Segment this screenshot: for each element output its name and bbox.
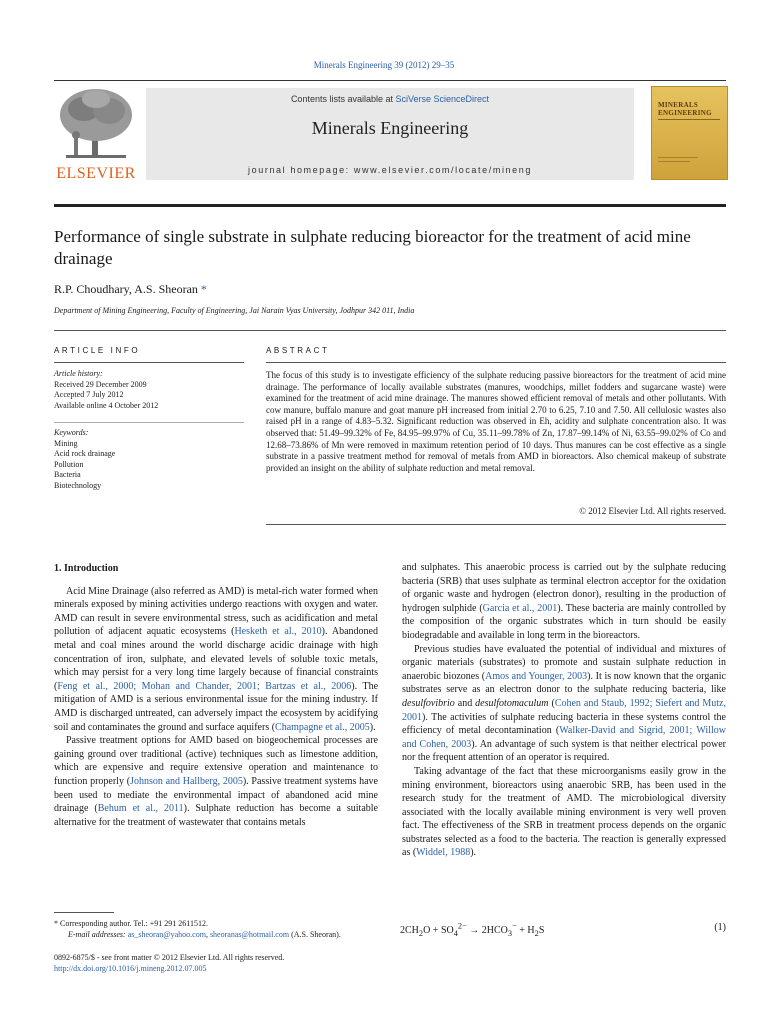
corresponding-author-note: * Corresponding author. Tel.: +91 291 2611512. bbox=[54, 919, 208, 928]
equation-body: $2CH_2O + SO_4^{2-} \to 2HCO_3^- + H_2S$ bbox=[400, 922, 545, 939]
paragraph-text: ). Abandoned metal and coal mines around the world discharge acidic drainage with high concentration of iron, sulphate, and elevated levels of soluble toxic metals, which may persist for a very long time largely because of financial constraints ( bbox=[54, 626, 378, 692]
top-rule bbox=[54, 80, 726, 81]
homepage-prefix: journal homepage: bbox=[248, 165, 350, 175]
reference-link[interactable]: Feng et al., 2000; Mohan and Chander, 2001; Bartzas et al., 2006 bbox=[57, 680, 352, 692]
journal-citation-link[interactable]: Minerals Engineering 39 (2012) 29–35 bbox=[313, 60, 455, 70]
paragraph-text: desulfovibrio bbox=[402, 697, 455, 709]
history-received: Received 29 December 2009 bbox=[54, 379, 147, 389]
email-line: E-mail addresses: as_sheoran@yahoo.com, sheoranas@hotmail.com (A.S. Sheoran). bbox=[68, 930, 341, 939]
section-heading: 1. Introduction bbox=[54, 563, 119, 574]
author-names: R.P. Choudhary, A.S. Sheoran bbox=[54, 282, 198, 296]
reference-link[interactable]: Amos and Younger, 2003 bbox=[485, 670, 588, 682]
paragraph-text: and bbox=[454, 697, 476, 709]
footnote-rule bbox=[54, 912, 114, 913]
body-paragraph bbox=[402, 765, 726, 860]
paragraph-text: ). Sulphate reduction has become a suitable alternative for the treatment of wastewater that contains metals bbox=[54, 803, 378, 828]
keyword: Pollution bbox=[54, 459, 84, 469]
doi-link[interactable]: http://dx.doi.org/10.1016/j.mineng.2012.07.005 bbox=[54, 964, 207, 973]
email-link-1[interactable]: as_sheoran@yahoo.com bbox=[127, 930, 206, 939]
history-accepted: Accepted 7 July 2012 bbox=[54, 390, 124, 399]
left-column bbox=[54, 562, 378, 829]
corresponding-author-marker[interactable]: * bbox=[200, 282, 207, 296]
history-label: Article history: bbox=[54, 369, 103, 378]
footnote bbox=[54, 918, 384, 940]
paragraph-text: Previous studies have evaluated the potential of individual and mixtures of organic materials (substrates) to promote and sustain sulphate reduction in anaerobic biozones ( bbox=[402, 643, 726, 682]
history-online: Available online 4 October 2012 bbox=[54, 400, 159, 410]
paragraph-text: ). The activities of sulphate reducing bacteria in these systems control the efficiency of metal decontamination ( bbox=[402, 711, 726, 737]
reference-link[interactable]: Champagne et al., 2005 bbox=[275, 721, 370, 733]
article-title: Performance of single substrate in sulphate reducing bioreactor for the treatment of acid mine drainage bbox=[54, 227, 691, 268]
header-rule bbox=[54, 204, 726, 207]
keyword: Biotechnology bbox=[54, 480, 102, 490]
paragraph-text: ). The mitigation of AMD is a serious environmental issue for the mining industry. If AMD is discharged untreated, can adversely impact the ecosystem by acidifying soil and contaminates the ground and surface aquifers ( bbox=[54, 680, 379, 733]
paragraph-text: ). These bacteria are mainly controlled by the composition of the organic substrates which in turn should be easily biodegradable and available in long term in the bioreactors. bbox=[402, 602, 726, 641]
authors bbox=[54, 282, 207, 297]
right-paragraphs bbox=[402, 561, 726, 860]
abstract-rule bbox=[266, 362, 726, 363]
paragraph-text: ). Passive treatment systems have been used to mediate the environmental impact of abandoned acid mine drainage ( bbox=[54, 775, 378, 815]
affiliation: Department of Mining Engineering, Faculty of Engineering, Jai Narain Vyas University, Jodhpur 342 011, India bbox=[54, 306, 415, 315]
paragraph-text: Taking advantage of the fact that these microorganisms easily grow in the mining environment, bioreactors using anaerobic SRB, has been used in the research study for the treatment of AMD. The microbiological diversity associated with the locally available mining environment is very well proven fact. The effectiveness of the SRB in treatment process depends on the organic substrates selected as a food to the bacteria. The reaction is generally expressed as ( bbox=[402, 765, 726, 859]
journal-homepage bbox=[146, 165, 634, 175]
keywords-rule bbox=[54, 422, 244, 423]
paragraph-text: ). An advantage of such system is that neither electrical power nor the frequent attention of an operator is required. bbox=[402, 738, 727, 764]
article-history bbox=[54, 369, 244, 411]
email-label: E-mail addresses: bbox=[68, 930, 126, 939]
paragraph-text: Passive treatment options for AMD based on biogeochemical processes are gaining ground over traditional (active) techniques such as limestone addition, which are expensive and require extensive operation and maintenance to function properly ( bbox=[54, 735, 378, 787]
keywords bbox=[54, 428, 244, 491]
paragraph-text: ). bbox=[369, 721, 376, 733]
contents-prefix: Contents lists available at bbox=[290, 94, 393, 104]
cover-title-line2: ENGINEERING bbox=[658, 109, 712, 117]
keyword: Acid rock drainage bbox=[54, 449, 116, 458]
info-rule bbox=[54, 362, 244, 363]
article-info-label: ARTICLE INFO bbox=[54, 346, 141, 355]
publication-footer bbox=[54, 952, 384, 974]
affiliation-rule bbox=[54, 330, 726, 331]
journal-banner bbox=[146, 88, 634, 180]
journal-title: Minerals Engineering bbox=[311, 118, 469, 138]
abstract-label: ABSTRACT bbox=[266, 346, 330, 355]
publisher-logo-text: ELSEVIER bbox=[56, 165, 136, 182]
equation-number: (1) bbox=[714, 922, 726, 933]
left-paragraphs bbox=[54, 585, 378, 830]
reference-link[interactable]: Johnson and Hallberg, 2005 bbox=[130, 775, 243, 787]
reference-link[interactable]: Walker-David and Sigrid, 2001; Willow and Cohen, 2003 bbox=[402, 725, 726, 750]
email-link-2[interactable]: sheoranas@hotmail.com bbox=[209, 930, 290, 939]
reference-link[interactable]: Cohen and Staub, 1992; Siefert and Mutz, 2001 bbox=[402, 697, 726, 723]
reference-link[interactable]: Widdel, 1988 bbox=[416, 847, 471, 859]
reaction-equation bbox=[400, 922, 726, 938]
paragraph-text: ( bbox=[548, 697, 555, 709]
body-paragraph bbox=[402, 643, 726, 765]
cover-title-line1: MINERALS bbox=[658, 101, 699, 109]
paragraph-text: Acid Mine Drainage (also referred as AMD) is metal-rich water formed when minerals exposed by mining activities undergo reactions with oxygen and water. AMD can result in severe environmental stress, such as acidification and metal pollution of adjacent aquatic ecosystems ( bbox=[54, 585, 378, 638]
body-paragraph bbox=[54, 585, 378, 735]
paragraph-text: and sulphates. This anaerobic process is carried out by the sulphate reducing bacteria (SRB) that uses sulphate as terminal electron acceptor for the oxidation of organic waste and hydrogen (electron donor), resulting in the production of hydrogen sulphide ( bbox=[402, 562, 726, 614]
keywords-label: Keywords: bbox=[54, 428, 89, 437]
reference-link[interactable]: Hesketh et al., 2010 bbox=[234, 626, 322, 638]
paragraph-text: ). It is now known that the organic substrates serve as an electron donor to the sulphate reducing bacteria, like bbox=[402, 670, 726, 696]
issn-line: 0892-6875/$ - see front matter © 2012 Elsevier Ltd. All rights reserved. bbox=[54, 953, 285, 962]
copyright-notice: © 2012 Elsevier Ltd. All rights reserved. bbox=[579, 506, 726, 516]
paragraph-text: desulfotomaculum bbox=[475, 697, 549, 709]
abstract-bottom-rule bbox=[266, 524, 726, 525]
keyword: Bacteria bbox=[54, 470, 81, 479]
reference-link[interactable]: Behum et al., 2011 bbox=[97, 803, 184, 815]
email-suffix: (A.S. Sheoran). bbox=[291, 930, 341, 939]
abstract-text: The focus of this study is to investigate efficiency of the sulphate reducing passive bioreactors for the treatment of acid mine drainage. The performance of locally available substrates (manures, woodchips, millet fodders and sugarcane waste) were examined for the treatment of acid mine drainage. The manures showed efficient removal of metals and other pollutants. With cow manure, buffalo manure and goat manure pH increased from initial 2.70 to 6.25, 7.10 and 7.50. All cellulosic wastes also raised pH in a range of 4.83–5.32. Significant reduction was observed in Eh, acidity and sulphate concentration also. It was observed that: 51.49–99.32% of Fe, 84.95–99.97% of Cu, 35.11–99.78% of Zn, 17.87–99.14% of Ni, 63.55–99.02% of Co and 12.68–73.86% of Mn were removed in maximum retention period of 10 days. Thus manures can be cost effective as a single substrate in a passive treatment method for removal of metals from AMD in bioreactors. Also chemical makeup of substrate provided an insight on the ability of sulphate reduction and metal removal. bbox=[266, 370, 726, 473]
reference-link[interactable]: Garcia et al., 2001 bbox=[482, 602, 558, 614]
right-column bbox=[402, 561, 726, 860]
contents-line bbox=[146, 94, 634, 104]
body-paragraph bbox=[402, 561, 726, 643]
body-paragraph bbox=[54, 734, 378, 829]
paragraph-text: ). bbox=[470, 847, 477, 859]
homepage-url-link[interactable]: www.elsevier.com/locate/mineng bbox=[353, 165, 532, 175]
journal-cover-thumbnail bbox=[651, 86, 728, 180]
cover-title bbox=[658, 101, 712, 117]
keyword: Mining bbox=[54, 438, 78, 448]
sciencedirect-link[interactable]: SciVerse ScienceDirect bbox=[395, 94, 490, 104]
